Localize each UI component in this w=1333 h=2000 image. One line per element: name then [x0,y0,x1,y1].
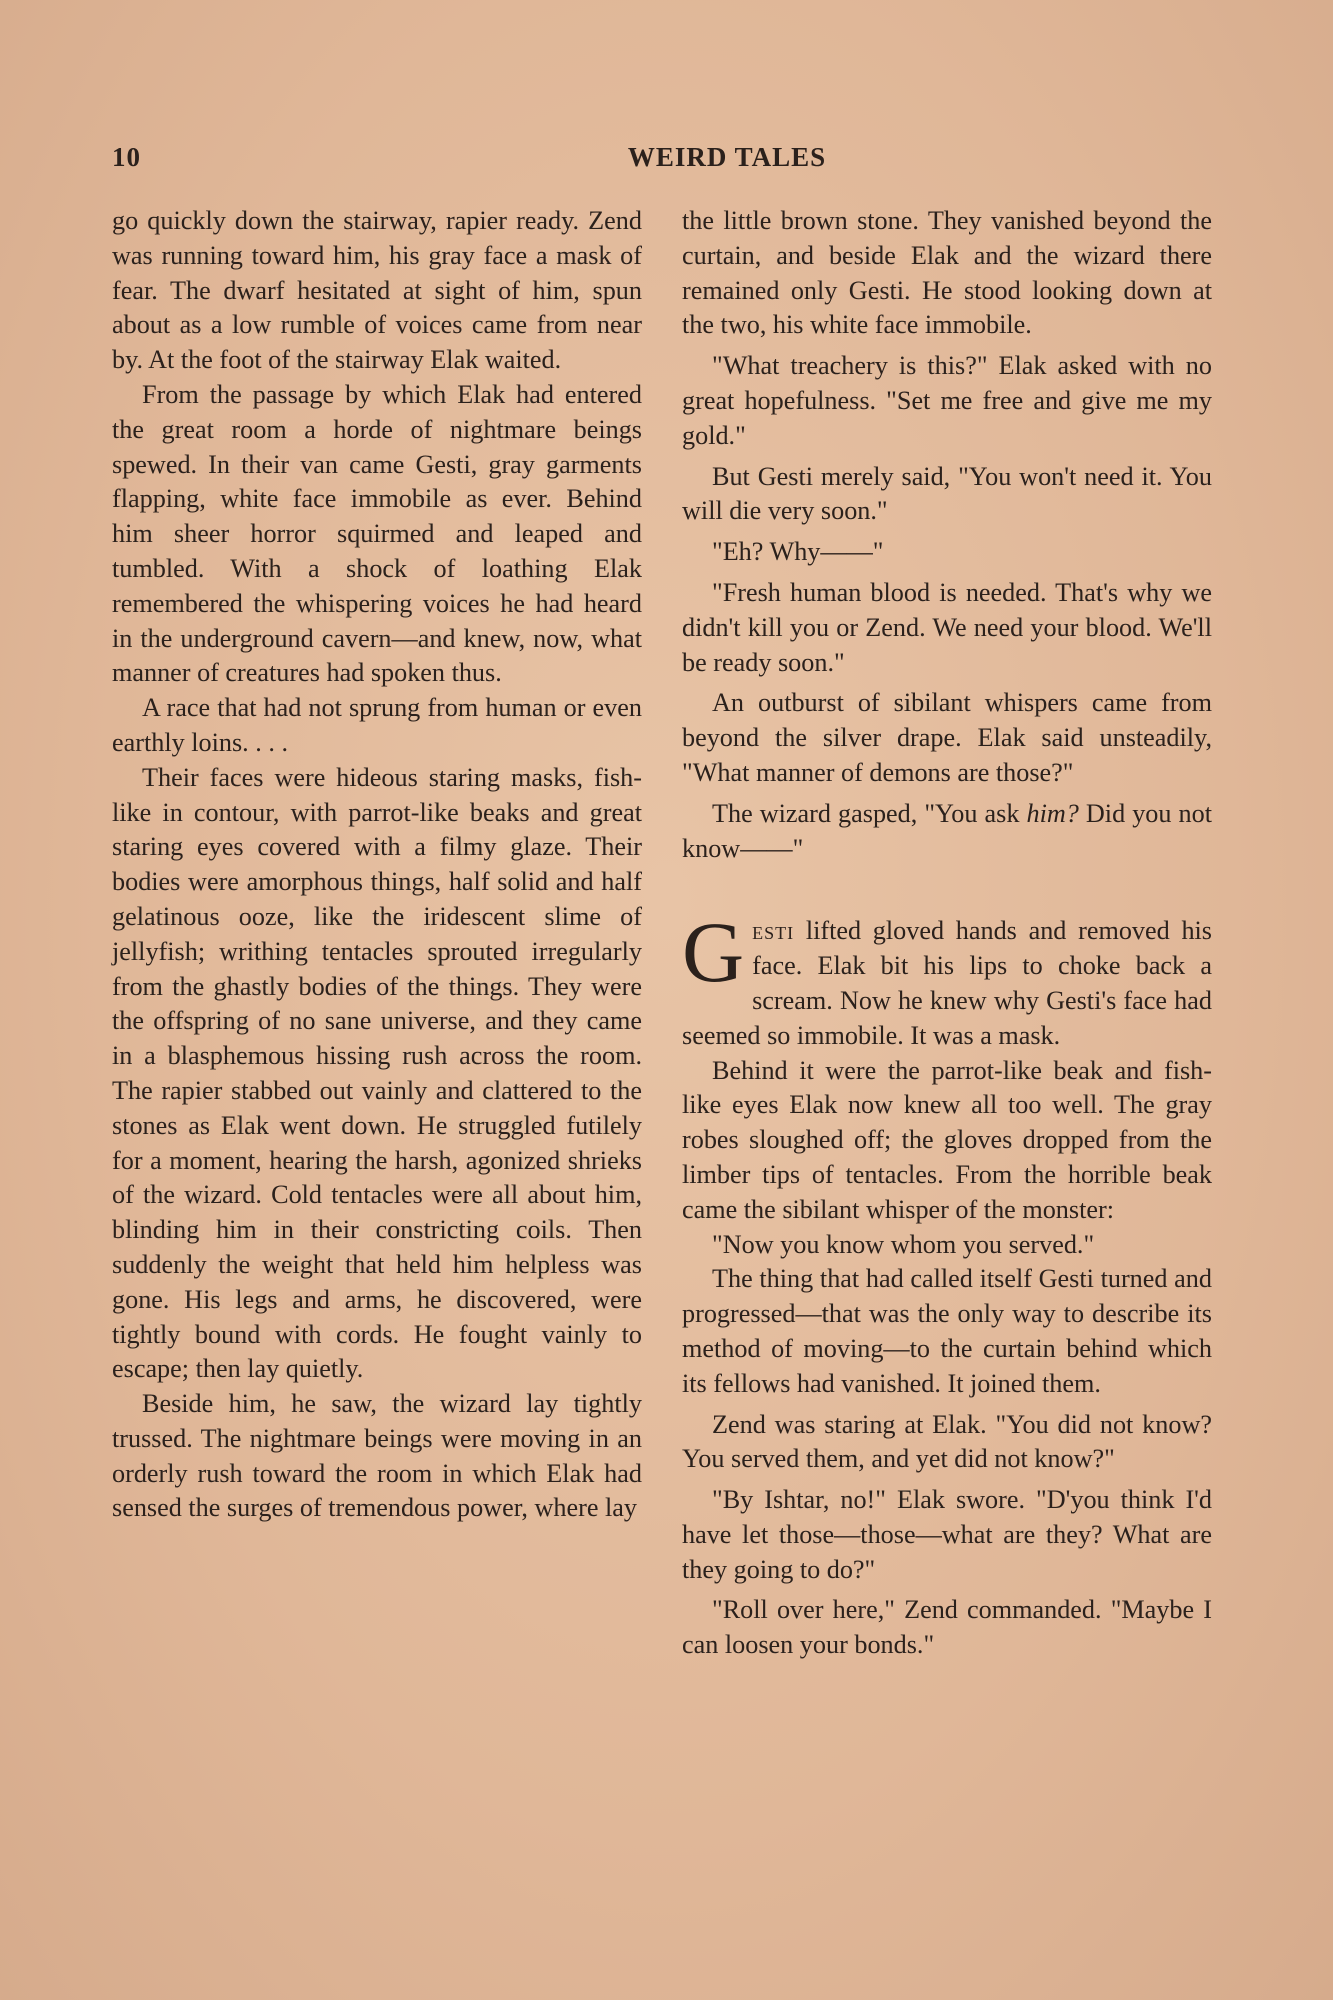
paragraph: Their faces were hideous staring masks, fish-like in contour, with parrot-like beaks and great staring eyes covered with a filmy glaze. Their bodies were amorphous things, half solid and half gelatinous ooze, like the iridescent slime of jellyfish; writhing tentacles sprouted irregularly from the ghastly bodies of the things. They were the offspring of no sane universe, and they came in a blasphemous hissing rush across the room. The rapier stabbed out vainly and clattered to the stones as Elak went down. He struggled futilely for a moment, hearing the harsh, agonized shrieks of the wizard. Cold tentacles were all about him, blinding him in their constricting coils. Then suddenly the weight that held him helpless was gone. His legs and arms, he discovered, were tightly bound with cords. He fought vainly to escape; then lay quietly. [112,762,642,1384]
paragraph: From the passage by which Elak had entered the great room a horde of nightmare beings spewed. In their van came Gesti, gray garments flapping, white face immobile as ever. Behind him sheer horror squirmed and leaped and tumbled. With a shock of loathing Elak remembered the whispering voices he had heard in the underground cavern—and knew, now, what manner of creatures had spoken thus. [112,379,642,688]
italic-text: him? [1026,798,1079,828]
paragraph: the little brown stone. They vanished beyond the curtain, and beside Elak and the wizard there remained only Gesti. He stood looking down at the two, his white face immobile. [682,206,1212,340]
paragraph: go quickly down the stairway, rapier ready. Zend was running toward him, his gray face a mask of fear. The dwarf hesitated at sight of him, spun about as a low rumble of voices came from near by. At the foot of the stairway Elak waited. [112,206,642,375]
left-column [112,204,642,1526]
paragraph: Beside him, he saw, the wizard lay tightly trussed. The nightmare beings were moving in an orderly rush toward the room in which Elak had sensed the surges of tremendous power, where lay [112,1389,642,1523]
paragraph: "Eh? Why——" [712,537,884,567]
paragraph: "Now you know whom you served." [712,1229,1095,1259]
text-run: lifted gloved hands and removed his face. Elak bit his lips to choke back a scream. Now he knew why Gesti's face had seemed so immobile. It was a mask. [682,916,1212,1050]
paragraph: A race that had not sprung from human or even earthly loins. . . . [112,693,642,757]
paragraph: "By Ishtar, no!" Elak swore. "D'you think I'd have let those—those—what are they? What are they going to do?" [682,1485,1212,1584]
text-run: Did you not know——" [682,798,1212,863]
paragraph: "Roll over here," Zend commanded. "Maybe I can loosen your bonds." [682,1595,1212,1660]
paragraph: But Gesti merely said, "You won't need it. You will die very soon." [682,461,1212,526]
paragraph: The thing that had called itself Gesti turned and progressed—that was the only way to describe its method of moving—to the curtain behind which its fellows had vanished. It joined them. [682,1264,1212,1398]
paragraph: "What treachery is this?" Elak asked with no great hopefulness. "Set me free and give me my gold." [682,351,1212,450]
running-title: WEIRD TALES [627,142,827,172]
right-column [682,204,1212,1663]
paragraph: Zend was staring at Elak. "You did not know? You served them, and yet did not know?" [682,1409,1212,1474]
section-opening-paragraph [682,904,1212,1053]
paragraph [682,797,1212,867]
drop-cap: G [682,904,745,1001]
text-run: The wizard gasped, "You ask [712,798,1027,828]
paragraph: "Fresh human blood is needed. That's why we didn't kill you or Zend. We need your blood. We'll be ready soon." [682,577,1212,677]
small-caps-lead: esti [752,916,795,946]
page-number: 10 [112,142,141,172]
paragraph: An outburst of sibilant whispers came from beyond the silver drape. Elak said unsteadily, "What manner of demons are those?" [682,688,1212,787]
page-header [112,142,1212,182]
paragraph: Behind it were the parrot-like beak and fish-like eyes Elak now knew all too well. The gray robes sloughed off; the gloves dropped from the limber tips of tentacles. From the horrible beak came the sibilant whisper of the monster: [682,1055,1212,1224]
